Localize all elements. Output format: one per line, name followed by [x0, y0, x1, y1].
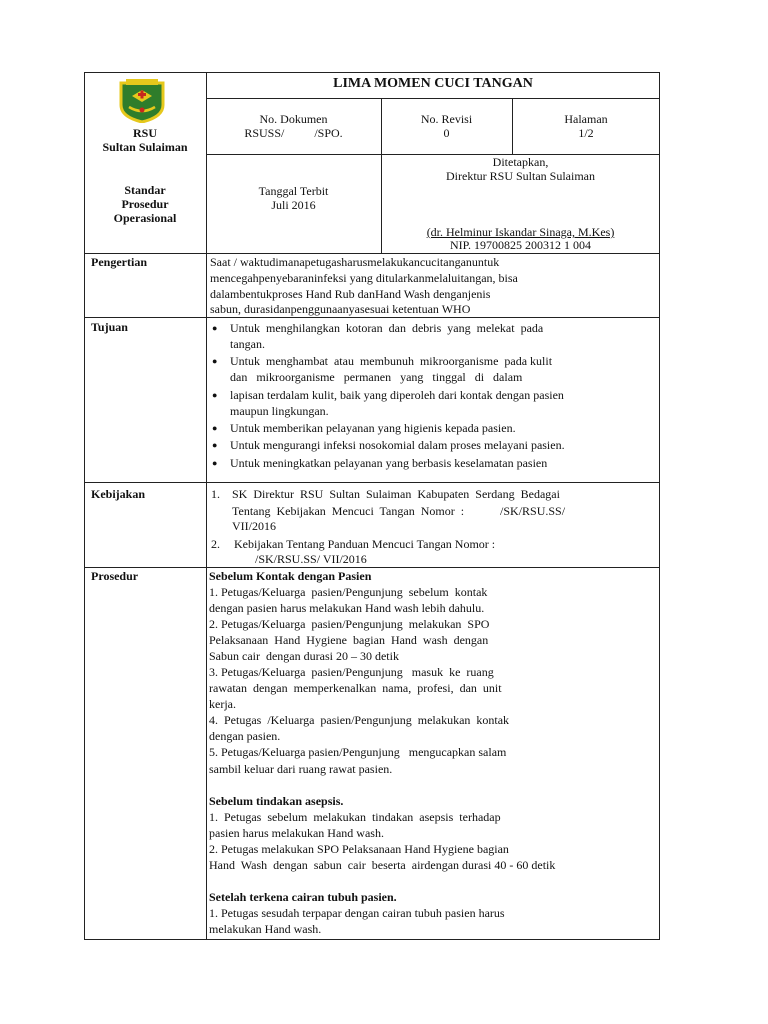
prosedur-line: 1. Petugas sesudah terpapar dengan cairan tubuh pasien harus — [209, 906, 505, 920]
border-bottom — [84, 939, 660, 940]
bullet-icon: ● — [212, 323, 218, 333]
tujuan-item: lapisan terdalam kulit, baik yang diperoleh dari kontak dengan pasien — [230, 388, 564, 402]
tujuan-item: Untuk meningkatkan pelayanan yang berbasis keselamatan pasien — [230, 456, 548, 470]
divider-body-col — [206, 253, 207, 940]
ditetapkan-label: Ditetapkan, — [492, 155, 549, 169]
border-right — [659, 72, 660, 940]
prosedur-line: sambil keluar dari ruang rawat pasien. — [209, 762, 393, 776]
prosedur-line: melakukan Hand wash. — [209, 922, 322, 936]
prosedur-line: pasien harus melakukan Hand wash. — [209, 826, 384, 840]
divider-title — [206, 98, 660, 99]
prosedur-label: Prosedur — [91, 569, 139, 583]
tujuan-item: Untuk mengurangi infeksi nosokomial dalam proses melayani pasien. — [230, 438, 565, 452]
tujuan-item-cont: tangan. — [230, 337, 265, 351]
kebijakan-item-number: 2. — [211, 537, 220, 551]
prosedur-line: Pelaksanaan Hand Hygiene bagian Hand wash dengan — [209, 633, 489, 647]
pengertian-line: Saat / waktudimanapetugasharusmelakukancucitanganuntuk — [210, 255, 500, 269]
prosedur-line: 2. Petugas/Keluarga pasien/Pengunjung melakukan SPO — [209, 617, 490, 631]
hospital-emblem-icon — [117, 77, 167, 123]
kebijakan-item-cont: Tentang Kebijakan Mencuci Tangan Nomor : /SK/RSU.SS/ — [232, 504, 566, 518]
pengertian-line: sabun, durasidanpenggunaanyasesuai ketentuan WHO — [210, 302, 471, 316]
prosedur-line: 1. Petugas sebelum melakukan tindakan asepsis terhadap — [209, 810, 501, 824]
section-title: Sebelum tindakan asepsis. — [209, 794, 344, 808]
signatory-name: (dr. Helminur Iskandar Sinaga, M.Kes) — [426, 225, 615, 239]
prosedur-line: dengan pasien. — [209, 729, 281, 743]
pengertian-line: mencegahpenyebaraninfeksi yang ditularkanmelaluitangan, bisa — [210, 271, 518, 285]
bullet-icon: ● — [212, 458, 218, 468]
tanggal-terbit-label: Tanggal Terbit — [258, 184, 329, 198]
kebijakan-item-cont: /SK/RSU.SS/ VII/2016 — [255, 552, 367, 566]
bullet-icon: ● — [212, 356, 218, 366]
sop-label-line2: Prosedur — [121, 197, 169, 211]
bullet-icon: ● — [212, 390, 218, 400]
prosedur-line: 2. Petugas melakukan SPO Pelaksanaan Hand Hygiene bagian — [209, 842, 509, 856]
document-title: LIMA MOMEN CUCI TANGAN — [333, 76, 533, 91]
divider-pengertian — [84, 317, 660, 318]
divider-kebijakan — [84, 567, 660, 568]
bullet-icon: ● — [212, 440, 218, 450]
signatory-nip: NIP. 19700825 200312 1 004 — [449, 238, 591, 252]
prosedur-line: kerja. — [209, 697, 236, 711]
kebijakan-item: SK Direktur RSU Sultan Sulaiman Kabupaten Serdang Bedagai — [232, 487, 560, 501]
pengertian-line: dalambentukproses Hand Rub danHand Wash denganjenis — [210, 287, 491, 301]
tujuan-item: Untuk menghambat atau membunuh mikroorganisme pada kulit — [230, 354, 553, 368]
prosedur-line: 4. Petugas /Keluarga pasien/Pengunjung melakukan kontak — [209, 713, 510, 727]
tujuan-item-cont: maupun lingkungan. — [230, 404, 329, 418]
kebijakan-item: Kebijakan Tentang Panduan Mencuci Tangan Nomor : — [234, 537, 496, 551]
section-title: Sebelum Kontak dengan Pasien — [209, 569, 372, 583]
org-name-line2: Sultan Sulaiman — [102, 140, 188, 154]
bullet-icon: ● — [212, 423, 218, 433]
sop-label-line1: Standar — [124, 183, 166, 197]
kebijakan-item-cont: VII/2016 — [232, 519, 276, 533]
divider-header-col — [206, 72, 207, 254]
prosedur-line: 5. Petugas/Keluarga pasien/Pengunjung mengucapkan salam — [209, 745, 507, 759]
prosedur-line: 3. Petugas/Keluarga pasien/Pengunjung masuk ke ruang — [209, 665, 494, 679]
prosedur-line: Sabun cair dengan durasi 20 – 30 detik — [209, 649, 399, 663]
divider-tujuan — [84, 482, 660, 483]
no-revisi-value: 0 — [443, 126, 450, 140]
halaman-value: 1/2 — [578, 126, 594, 140]
tujuan-item-cont: dan mikroorganisme permanen yang tinggal di dalam — [230, 370, 523, 384]
border-top — [84, 72, 660, 73]
sop-label-line3: Operasional — [113, 211, 177, 225]
tujuan-item: Untuk memberikan pelayanan yang higienis kepada pasien. — [230, 421, 516, 435]
no-dokumen-value: RSUSS/ /SPO. — [244, 126, 343, 140]
tujuan-label: Tujuan — [91, 320, 128, 334]
halaman-label: Halaman — [564, 112, 608, 126]
tanggal-terbit-value: Juli 2016 — [271, 198, 316, 212]
no-dokumen-label: No. Dokumen — [259, 112, 328, 126]
no-revisi-label: No. Revisi — [420, 112, 473, 126]
direktur-label: Direktur RSU Sultan Sulaiman — [446, 169, 595, 183]
section-title: Setelah terkena cairan tubuh pasien. — [209, 890, 397, 904]
org-name-line1: RSU — [132, 126, 157, 140]
kebijakan-item-number: 1. — [211, 487, 220, 501]
pengertian-label: Pengertian — [91, 255, 147, 269]
prosedur-line: dengan pasien harus melakukan Hand wash lebih dahulu. — [209, 601, 485, 615]
prosedur-line: 1. Petugas/Keluarga pasien/Pengunjung sebelum kontak — [209, 585, 488, 599]
kebijakan-label: Kebijakan — [91, 487, 146, 501]
prosedur-line: Hand Wash dengan sabun cair beserta airdengan durasi 40 - 60 detik — [209, 858, 556, 872]
tujuan-item: Untuk menghilangkan kotoran dan debris yang melekat pada — [230, 321, 544, 335]
prosedur-line: rawatan dengan memperkenalkan nama, profesi, dan unit — [209, 681, 502, 695]
